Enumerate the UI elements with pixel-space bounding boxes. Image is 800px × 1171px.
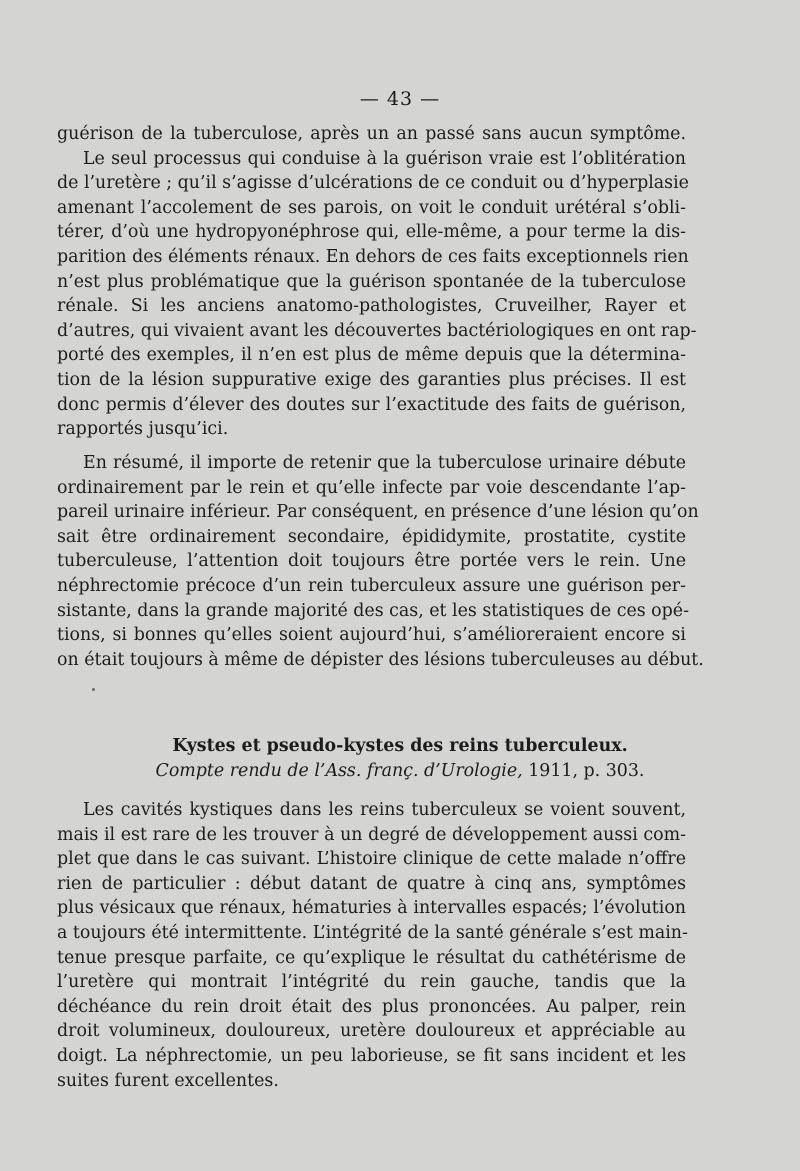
- section-citation: [0, 761, 800, 781]
- text-line: amenant l’accolement de ses parois, on voit le conduit urétéral s’obli-: [57, 197, 686, 218]
- text-line: parition des éléments rénaux. En dehors de ces faits exceptionnels rien: [57, 246, 689, 267]
- text-line: rapportés jusqu’ici.: [57, 419, 229, 440]
- text-line: Le seul processus qui conduise à la guérison vraie est l’oblitération: [83, 148, 686, 169]
- page-number: — 43 —: [359, 88, 441, 110]
- text-line: n’est plus problématique que la guérison spontanée de la tuberculose: [57, 271, 686, 292]
- text-line: Les cavités kystiques dans les reins tuberculeux se voient souvent,: [83, 800, 686, 820]
- text-line: tenue presque parfaite, ce qu’explique le résultat du cathétérisme de: [57, 947, 686, 968]
- citation-source: Compte rendu de l’Ass. franç. d’Urologie,: [155, 761, 523, 781]
- text-line: plet que dans le cas suivant. L’histoire clinique de cette malade n’offre: [57, 849, 686, 870]
- text-line: En résumé, il importe de retenir que la tuberculose urinaire débute: [83, 453, 686, 473]
- text-line: ordinairement par le rein et qu’elle infecte par voie descendante l’ap-: [57, 477, 686, 498]
- section-title: Kystes et pseudo-kystes des reins tuberculeux.: [172, 736, 628, 756]
- text-line: déchéance du rein droit était des plus prononcées. Au palper, rein: [57, 996, 686, 1017]
- text-line: on était toujours à même de dépister des lésions tuberculeuses au début.: [57, 649, 704, 670]
- text-line: suites furent excellentes.: [57, 1070, 279, 1091]
- text-line: sait être ordinairement secondaire, épididymite, prostatite, cystite: [57, 526, 686, 547]
- scan-speck: [92, 688, 95, 691]
- citation-page: p. 303.: [583, 761, 645, 781]
- text-line: de l’uretère ; qu’il s’agisse d’ulcérations de ce conduit ou d’hyperplasie: [57, 173, 689, 194]
- text-line: néphrectomie précoce d’un rein tuberculeux assure une guérison per-: [57, 575, 686, 596]
- text-line: plus vésicaux que rénaux, hématuries à intervalles espacés; l’évolution: [57, 898, 686, 919]
- text-line: l’uretère qui montrait l’intégrité du rein gauche, tandis que la: [57, 972, 686, 993]
- text-line: tions, si bonnes qu’elles soient aujourd’hui, s’amélioreraient encore si: [57, 625, 686, 646]
- citation-year: 1911,: [528, 761, 578, 781]
- text-line: tuberculeuse, l’attention doit toujours être portée vers le rein. Une: [57, 551, 686, 572]
- text-line: a toujours été intermittente. L’intégrité de la santé générale s’est main-: [57, 922, 688, 943]
- text-line: rénale. Si les anciens anatomo-pathologistes, Cruveilher, Rayer et: [57, 296, 686, 317]
- text-line: d’autres, qui vivaient avant les découvertes bactériologiques en ont rap-: [57, 320, 697, 341]
- text-line: térer, d’où une hydropyonéphrose qui, elle-même, a pour terme la dis-: [57, 222, 686, 243]
- paragraph-block-cysts: [57, 798, 686, 1093]
- text-line: porté des exemples, il n’en est plus de même depuis que la détermina-: [57, 345, 686, 366]
- text-line: mais il est rare de les trouver à un degré de développement aussi com-: [57, 824, 686, 845]
- text-line: donc permis d’élever des doutes sur l’exactitude des faits de guérison,: [57, 394, 686, 415]
- text-line: guérison de la tuberculose, après un an passé sans aucun symptôme.: [57, 124, 686, 144]
- text-line: tion de la lésion suppurative exige des garanties plus précises. Il est: [57, 369, 686, 390]
- text-line: rien de particulier : début datant de quatre à cinq ans, symptômes: [57, 873, 686, 894]
- text-line: sistante, dans la grande majorité des cas, et les statistiques de ces opé-: [57, 600, 689, 621]
- text-line: doigt. La néphrectomie, un peu laborieuse, se fit sans incident et les: [57, 1045, 686, 1066]
- text-line: droit volumineux, douloureux, uretère douloureux et appréciable au: [57, 1021, 686, 1042]
- paragraph-block-conclusion: [57, 122, 697, 442]
- paragraph-block-summary: [57, 451, 704, 672]
- text-line: pareil urinaire inférieur. Par conséquent, en présence d’une lésion qu’on: [57, 502, 699, 523]
